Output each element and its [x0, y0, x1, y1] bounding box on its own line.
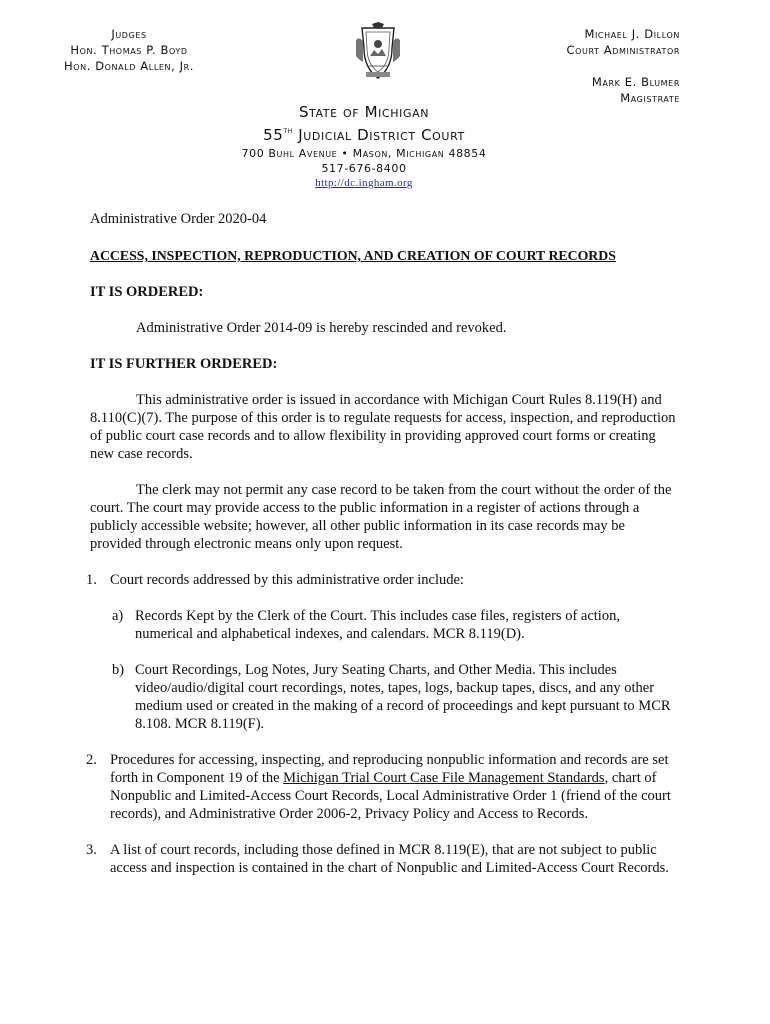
court-name — [0, 122, 728, 145]
administrator-block — [490, 26, 680, 106]
list-item-number: 1. — [86, 572, 97, 588]
sub-list-item — [112, 607, 680, 643]
list-item — [86, 571, 680, 589]
judge-name: Hon. Thomas P. Boyd — [70, 43, 188, 57]
order-title: ACCESS, INSPECTION, REPRODUCTION, AND CREATION OF COURT RECORDS — [90, 248, 616, 263]
list-item-text-part: Procedures for accessing, inspecting, and reproducing nonpublic information and records are set forth in Component 19 of the — [110, 752, 669, 786]
order-number: Administrative Order 2020-04 — [90, 211, 267, 227]
state-name: State of Michigan — [298, 103, 430, 121]
sub-item-letter: b) — [112, 662, 125, 678]
michigan-seal-icon — [352, 22, 404, 82]
magistrate-name: Mark E. Blumer — [591, 75, 680, 89]
district-ordinal: th — [283, 126, 293, 136]
sub-item-text: Court Recordings, Log Notes, Jury Seating Charts, and Other Media. This includes video/audio/digital court recordings, notes, tapes, logs, backup tapes, discs, and any other medium used or created in the making of a record of proceedings and kept pursuant to MCR 8.108. MCR 8.119(F). — [135, 662, 671, 732]
list-item-number: 2. — [86, 752, 97, 768]
sub-item-text: Records Kept by the Clerk of the Court. This includes case files, registers of action, numerical and alphabetical indexes, and calendars. MCR 8.119(D). — [135, 608, 620, 642]
order-body — [86, 210, 680, 895]
list-item — [86, 841, 680, 877]
list-item — [86, 751, 680, 823]
standards-reference: Michigan Trial Court Case File Management Standards — [283, 770, 605, 786]
judges-label: Judges — [111, 27, 147, 41]
court-address: 700 Buhl Avenue • Mason, Michigan 48854 — [241, 147, 487, 160]
district-name: Judicial District Court — [292, 126, 465, 144]
purpose-paragraph: This administrative order is issued in accordance with Michigan Court Rules 8.119(H) and 8.110(C)(7). The purpose of this order is to regulate requests for access, inspection, and reproduction of public court case records and to allow flexibility in providing approved court forms or creating new case records. — [90, 392, 676, 462]
judges-block — [44, 26, 214, 74]
judge-name: Hon. Donald Allen, Jr. — [63, 59, 195, 73]
clerk-paragraph: The clerk may not permit any case record to be taken from the court without the order of the court. The court may provide access to the public information in a register of actions through a publicly accessible website; however, all other public information in its case records may be provided through electronic means only upon request. — [90, 482, 672, 552]
list-item-text-part: , chart of Nonpublic and Limited-Access Court Records, Local Administrative Order 1 (friend of the court records), and Administrative Order 2006-2, Privacy Policy and Access to Records. — [110, 770, 671, 822]
administrator-title: Court Administrator — [566, 43, 680, 57]
ordered-heading: IT IS ORDERED: — [90, 284, 204, 300]
further-ordered-heading: IT IS FURTHER ORDERED: — [90, 356, 278, 372]
administrator-name: Michael J. Dillon — [584, 27, 680, 41]
list-item-number: 3. — [86, 842, 97, 858]
list-item-text — [110, 751, 680, 823]
court-phone: 517-676-8400 — [321, 162, 407, 175]
court-letterhead — [0, 102, 728, 191]
sub-list-item — [112, 661, 680, 733]
rescind-paragraph: Administrative Order 2014-09 is hereby rescinded and revoked. — [136, 320, 507, 336]
list-item-text: Court records addressed by this administrative order include: — [110, 572, 464, 588]
court-website-link[interactable]: http://dc.ingham.org — [315, 177, 413, 189]
list-item-text: A list of court records, including those defined in MCR 8.119(E), that are not subject to public access and inspection is contained in the chart of Nonpublic and Limited-Access Court Records. — [110, 842, 669, 876]
magistrate-title: Magistrate — [620, 91, 680, 105]
district-number: 55 — [263, 126, 284, 144]
sub-item-letter: a) — [112, 608, 124, 624]
